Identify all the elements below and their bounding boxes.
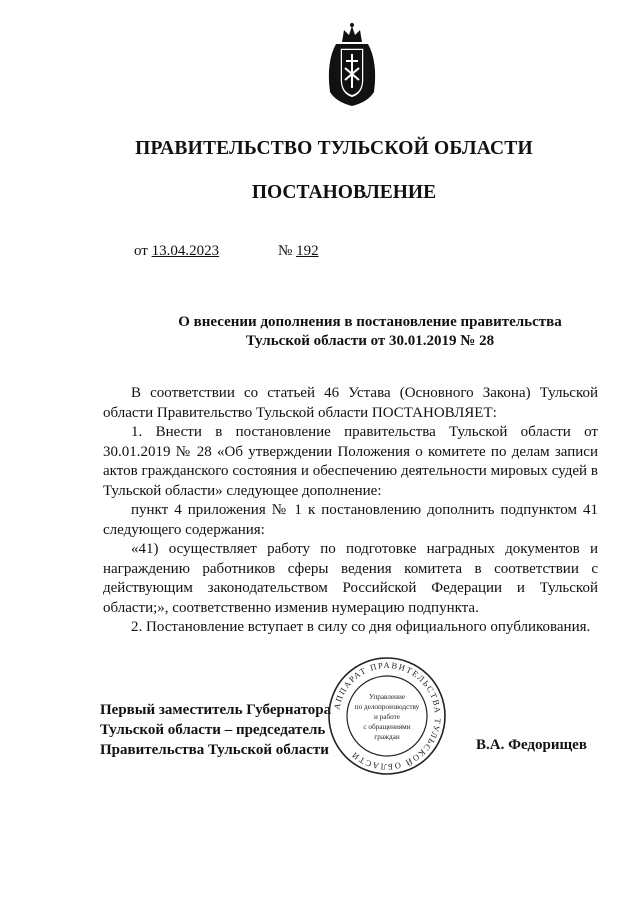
document-subject bbox=[100, 313, 640, 351]
signatory-name: В.А. Федорищев bbox=[476, 737, 587, 753]
official-seal-stamp bbox=[326, 655, 448, 777]
government-title: ПРАВИТЕЛЬСТВО ТУЛЬСКОЙ ОБЛАСТИ bbox=[135, 138, 533, 159]
seal-ring-text: АППАРАТ ПРАВИТЕЛЬСТВА ТУЛЬСКОЙ ОБЛАСТИ bbox=[331, 659, 444, 773]
date-prefix: от bbox=[134, 243, 152, 259]
number-prefix: № bbox=[278, 243, 297, 259]
body-paragraph-4: «41) осуществляет работу по подготовке наградных документов и награждению работников сферы ведения комитета в соответствии с действующим законодательством Российской Федерации и Тульской области;», соответственно изменив нумерацию подпункта. bbox=[103, 541, 598, 616]
document-number bbox=[278, 243, 319, 260]
body-paragraph-5: 2. Постановление вступает в силу со дня официального опубликования. bbox=[131, 619, 591, 635]
seal-line-5: граждан bbox=[374, 733, 400, 741]
signatory-title bbox=[100, 700, 331, 760]
document-date bbox=[134, 243, 219, 260]
seal-line-1: Управление bbox=[368, 693, 406, 701]
date-value: 13.04.2023 bbox=[151, 243, 220, 259]
signatory-line-2: Тульской области – председатель bbox=[100, 722, 326, 738]
signatory-line-1: Первый заместитель Губернатора bbox=[100, 702, 332, 718]
document-body bbox=[103, 384, 598, 638]
subject-line-1: О внесении дополнения в постановление правительства bbox=[178, 314, 562, 330]
body-paragraph-3: пункт 4 приложения № 1 к постановлению дополнить подпунктом 41 следующего содержания: bbox=[103, 502, 598, 538]
document-type-title: ПОСТАНОВЛЕНИЕ bbox=[251, 182, 437, 203]
seal-line-3: и работе bbox=[374, 713, 400, 721]
body-paragraph-1: В соответствии со статьей 46 Устава (Основного Закона) Тульской области Правительство Тульской области ПОСТАНОВЛЯЕТ: bbox=[103, 385, 598, 421]
body-paragraph-2: 1. Внести в постановление правительства Тульской области от 30.01.2019 № 28 «Об утверждении Положения о комитете по делам записи актов гражданского состояния и обеспечению деятельности мировых судей в Тульской области» следующее дополнение: bbox=[103, 424, 598, 499]
signatory-line-3: Правительства Тульской области bbox=[100, 742, 329, 758]
seal-line-4: с обращениями bbox=[363, 723, 411, 731]
coat-of-arms-emblem bbox=[322, 22, 382, 112]
subject-line-2: Тульской области от 30.01.2019 № 28 bbox=[245, 333, 495, 349]
number-value: 192 bbox=[296, 243, 319, 259]
seal-line-2: по делопроизводству bbox=[354, 703, 420, 711]
